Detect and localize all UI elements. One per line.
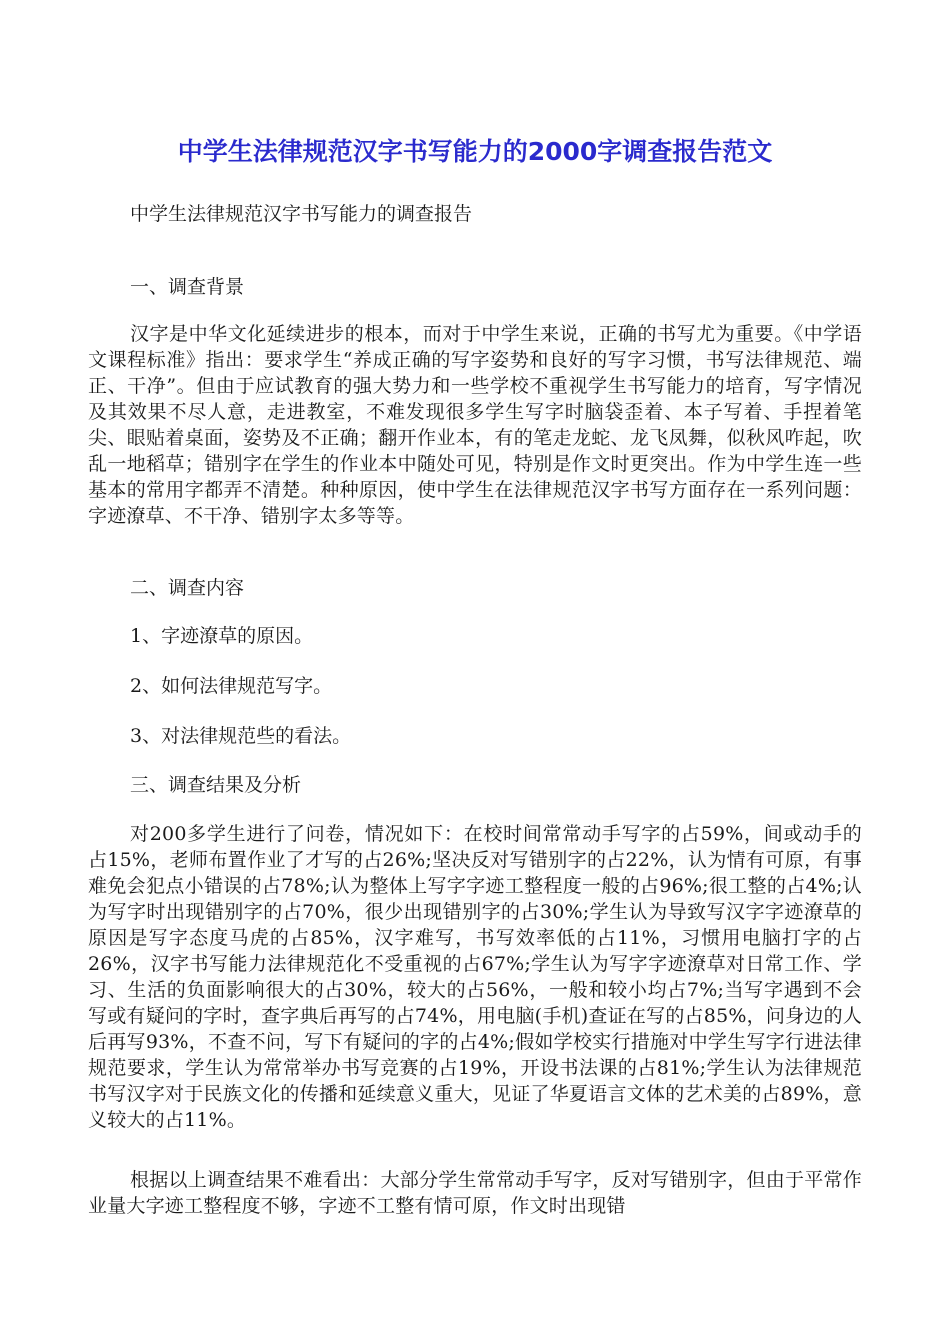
results-paragraph: 对200多学生进行了问卷，情况如下：在校时间常常动手写字的占59%，间或动手的占15%，老师布置作业了才写的占26%;坚决反对写错别字的占22%，认为情有可原，有事难免会犯点小错误的占78%;认为整体上写字字迹工整程度一般的占96%;很工整的占4%;认为写字时出现错别字的占70%，很少出现错别字的占30%;学生认为导致写汉字字迹潦草的原因是写字态度马虎的占85%，汉字难写，书写效率低的占11%，习惯用电脑打字的占26%，汉字书写能力法律规范化不受重视的占67%;学生认为写字字迹潦草对日常工作、学习、生活的负面影响很大的占30%，较大的占56%，一般和较小均占7%;当写字遇到不会写或有疑问的字时，查字典后再写的占74%，用电脑(手机)查证在写的占85%，问身边的人后再写93%，不查不问，写下有疑问的字的占4%;假如学校实行措施对中学生写字行进法律规范要求，学生认为常常举办书写竞赛的占19%，开设书法课的占81%;学生认为法律规范书写汉字对于民族文化的传播和延续意义重大，见证了华夏语言文体的艺术美的占89%，意义较大的占11%。 — [88, 823, 862, 1131]
section-heading-content: 二、调查内容 — [130, 577, 245, 599]
section-heading-background: 一、调查背景 — [130, 276, 245, 298]
content-item-1: 1、字迹潦草的原因。 — [130, 625, 314, 647]
content-item-3: 3、对法律规范些的看法。 — [130, 725, 352, 747]
content-item-2: 2、如何法律规范写字。 — [130, 675, 333, 697]
report-subtitle: 中学生法律规范汉字书写能力的调查报告 — [130, 203, 473, 225]
document-title: 中学生法律规范汉字书写能力的2000字调查报告范文 — [177, 137, 773, 166]
background-paragraph: 汉字是中华文化延续进步的根本，而对于中学生来说，正确的书写尤为重要。《中学语文课程标准》指出：要求学生“养成正确的写字姿势和良好的写字习惯，书写法律规范、端正、干净”。但由于应试教育的强大势力和一些学校不重视学生书写能力的培育，写字情况及其效果不尽人意，走进教室，不难发现很多学生写字时脑袋歪着、本子写着、手捏着笔尖、眼贴着桌面，姿势及不正确；翻开作业本，有的笔走龙蛇、龙飞凤舞，似秋风咋起，吹乱一地稻草；错别字在学生的作业本中随处可见，特别是作文时更突出。作为中学生连一些基本的常用字都弄不清楚。种种原因，使中学生在法律规范汉字书写方面存在一系列问题：字迹潦草、不干净、错别字太多等等。 — [88, 323, 862, 527]
analysis-paragraph: 根据以上调查结果不难看出：大部分学生常常动手写字，反对写错别字，但由于平常作业量大字迹工整程度不够，字迹不工整有情可原，作文时出现错 — [88, 1169, 862, 1217]
section-heading-results: 三、调查结果及分析 — [130, 774, 302, 796]
